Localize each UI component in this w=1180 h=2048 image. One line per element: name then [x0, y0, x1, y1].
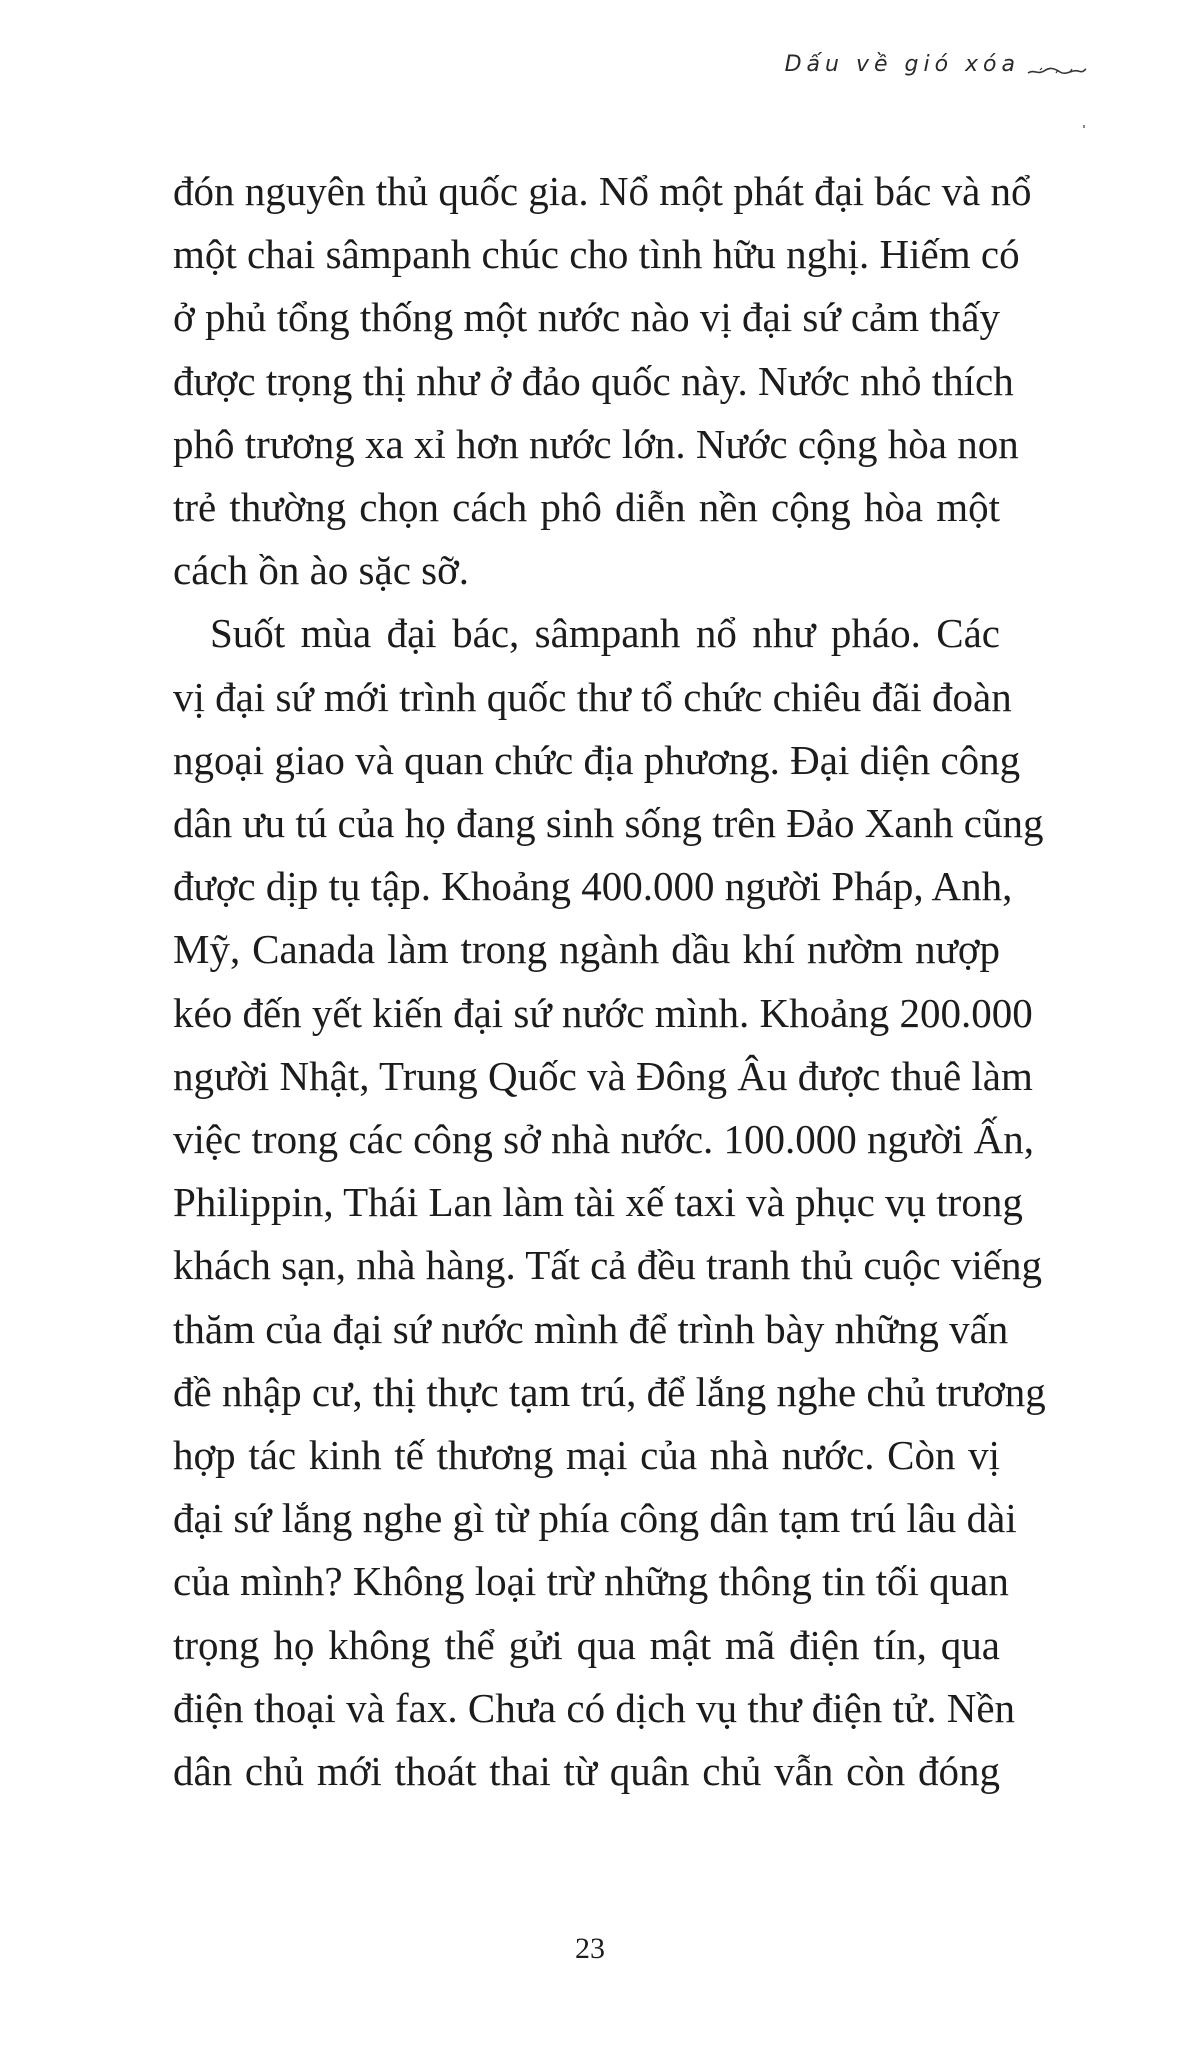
- running-header-title: Dấu về gió xóa: [784, 52, 1020, 77]
- text-line: khách sạn, nhà hàng. Tất cả đều tranh thủ cuộc viếng: [173, 1242, 1043, 1289]
- text-line: đề nhập cư, thị thực tạm trú, để lắng nghe chủ trương: [173, 1368, 1046, 1415]
- paragraph-2: [173, 602, 1046, 1803]
- text-line: điện thoại và fax. Chưa có dịch vụ thư điện tử. Nền: [173, 1684, 1016, 1731]
- text-line: dân ưu tú của họ đang sinh sống trên Đảo Xanh cũng: [173, 800, 1044, 847]
- text-line: thăm của đại sứ nước mình để trình bày những vấn: [173, 1305, 1009, 1352]
- text-line: hợp tác kinh tế thương mại của nhà nước. Còn vị: [173, 1432, 1000, 1479]
- text-line: được dịp tụ tập. Khoảng 400.000 người Pháp, Anh,: [173, 863, 1013, 910]
- header-flourish-ornament: [1026, 64, 1088, 78]
- text-line: dân chủ mới thoát thai từ quân chủ vẫn còn đóng: [173, 1748, 1000, 1795]
- text-line: được trọng thị như ở đảo quốc này. Nước nhỏ thích: [173, 357, 1014, 404]
- text-line: ở phủ tổng thống một nước nào vị đại sứ cảm thấy: [173, 294, 1000, 341]
- text-line: phô trương xa xỉ hơn nước lớn. Nước cộng hòa non: [173, 420, 1019, 467]
- body-text: [173, 160, 1046, 1803]
- text-line: cách ồn ào sặc sỡ.: [173, 547, 470, 594]
- text-line: vị đại sứ mới trình quốc thư tổ chức chiêu đãi đoàn: [173, 673, 1012, 720]
- text-line: một chai sâmpanh chúc cho tình hữu nghị. Hiếm có: [173, 231, 1020, 278]
- text-line: Mỹ, Canada làm trong ngành dầu khí nườm nượp: [173, 926, 1000, 973]
- text-line: ngoại giao và quan chức địa phương. Đại diện công: [173, 736, 1021, 783]
- text-line: đại sứ lắng nghe gì từ phía công dân tạm trú lâu dài: [173, 1495, 1017, 1542]
- print-speck: [1083, 125, 1085, 128]
- text-line: Suốt mùa đại bác, sâmpanh nổ như pháo. Các: [210, 610, 1000, 657]
- text-line: trẻ thường chọn cách phô diễn nền cộng hòa một: [173, 484, 1000, 531]
- paragraph-1: [173, 160, 1032, 602]
- text-line: người Nhật, Trung Quốc và Đông Âu được thuê làm: [173, 1052, 1033, 1099]
- text-line: Philippin, Thái Lan làm tài xế taxi và phục vụ trong: [173, 1179, 1023, 1226]
- text-line: đón nguyên thủ quốc gia. Nổ một phát đại bác và nổ: [173, 168, 1032, 214]
- text-line: việc trong các công sở nhà nước. 100.000 người Ấn,: [173, 1116, 1034, 1163]
- page-number: 23: [575, 1932, 605, 1965]
- text-line: kéo đến yết kiến đại sứ nước mình. Khoảng 200.000: [173, 989, 1033, 1036]
- text-line: của mình? Không loại trừ những thông tin tối quan: [173, 1558, 1009, 1605]
- text-line: trọng họ không thể gửi qua mật mã điện tín, qua: [173, 1621, 1000, 1668]
